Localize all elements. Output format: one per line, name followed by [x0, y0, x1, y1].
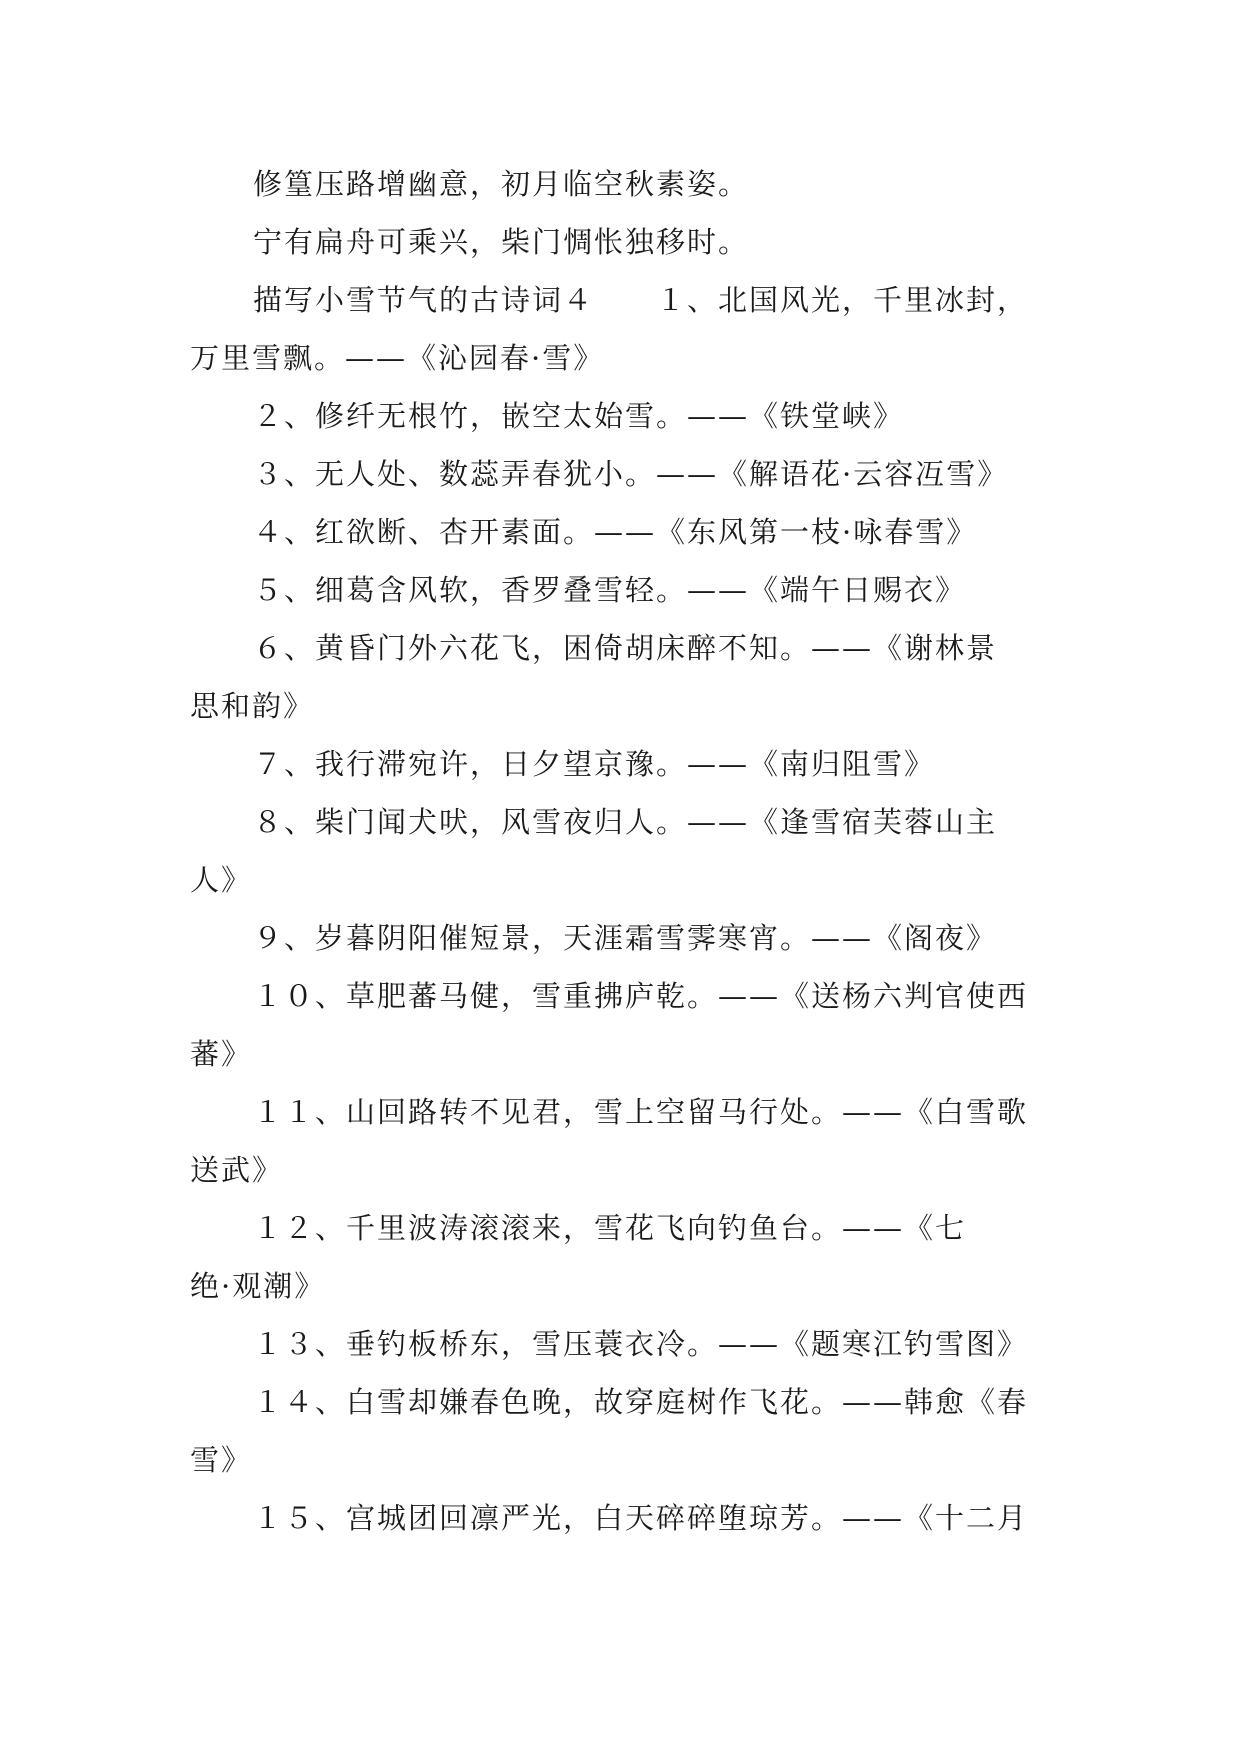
text-line: 宁有扁舟可乘兴，柴门惆怅独移时。	[253, 225, 750, 259]
text-line: 思和韵》	[190, 689, 315, 723]
text-line: １０、草肥蕃马健，雪重拂庐乾。——《送杨六判官使西	[253, 979, 1029, 1013]
text-line: 绝·观潮》	[190, 1269, 326, 1303]
text-line: 雪》	[190, 1443, 253, 1477]
text-line: ５、细葛含风软，香罗叠雪轻。——《端午日赐衣》	[253, 573, 967, 607]
section-heading-line: 描写小雪节气的古诗词４ １、北国风光，千里冰封，	[253, 283, 1029, 317]
poem-text-block	[190, 155, 1070, 1547]
text-line: ７、我行滞宛许，日夕望京豫。——《南归阻雪》	[253, 747, 936, 781]
text-line: １５、宫城团回凛严光，白天碎碎堕琼芳。——《十二月	[253, 1501, 1029, 1535]
text-line: ２、修纤无根竹，嵌空太始雪。——《铁堂峡》	[253, 399, 905, 433]
text-line: ６、黄昏门外六花飞，困倚胡床醉不知。——《谢林景	[253, 631, 998, 665]
text-line: １４、白雪却嫌春色晚，故穿庭树作飞花。——韩愈《春	[253, 1385, 1029, 1419]
text-line: １１、山回路转不见君，雪上空留马行处。——《白雪歌	[253, 1095, 1029, 1129]
text-line: ４、红欲断、杏开素面。——《东风第一枝·咏春雪》	[253, 515, 978, 549]
text-line: １３、垂钓板桥东，雪压蓑衣冷。——《题寒江钓雪图》	[253, 1327, 1029, 1361]
text-line: 蕃》	[190, 1037, 253, 1071]
text-line: 送武》	[190, 1153, 284, 1187]
text-line: 修篁压路增幽意，初月临空秋素姿。	[253, 167, 750, 201]
text-line: 万里雪飘。——《沁园春·雪》	[190, 341, 605, 375]
text-line: 人》	[190, 863, 253, 897]
text-line: ８、柴门闻犬吠，风雪夜归人。——《逢雪宿芙蓉山主	[253, 805, 998, 839]
text-line: ９、岁暮阴阳催短景，天涯霜雪霁寒宵。——《阁夜》	[253, 921, 998, 955]
text-line: １２、千里波涛滚滚来，雪花飞向钓鱼台。——《七	[253, 1211, 967, 1245]
text-line: ３、无人处、数蕊弄春犹小。——《解语花·云容冱雪》	[253, 457, 1009, 491]
